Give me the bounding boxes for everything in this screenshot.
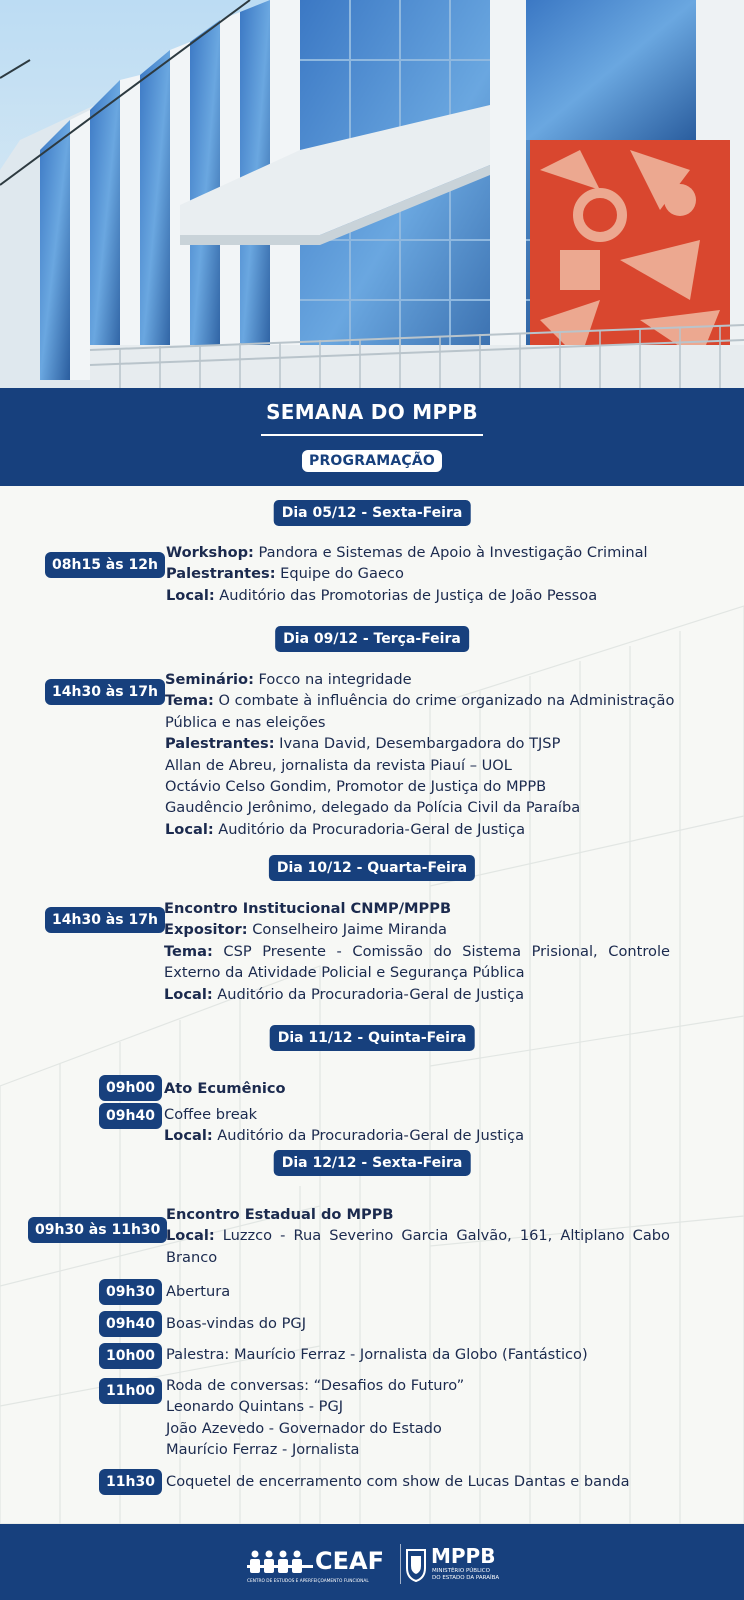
- event-palestra: Palestra: Maurício Ferraz - Jornalista da Globo (Fantástico): [166, 1346, 588, 1363]
- time-badge: 09h40: [99, 1311, 162, 1337]
- ceaf-subtitle: CENTRO DE ESTUDOS E APERFEIÇOAMENTO FUNCIONAL: [247, 1579, 369, 1584]
- event-line: Encontro Institucional CNMP/MPPB: [164, 900, 452, 917]
- title-underline: [261, 434, 483, 436]
- event-line: Gaudêncio Jerônimo, delegado da Polícia Civil da Paraíba: [165, 799, 581, 817]
- event-roda-de-conversas: [166, 1375, 666, 1461]
- event-ato-ecumenico: Ato Ecumênico: [164, 1080, 286, 1097]
- time-badge: 11h00: [99, 1378, 162, 1404]
- event-line: Local: Auditório das Promotorias de Justiça de João Pessoa: [166, 586, 598, 604]
- event-line: Palestrantes: Equipe do Gaeco: [166, 565, 404, 583]
- program-subtitle-badge: PROGRAMAÇÃO: [302, 450, 442, 472]
- event-line: Workshop: Pandora e Sistemas de Apoio à Investigação Criminal: [166, 544, 648, 561]
- event-line: Allan de Abreu, jornalista da revista Piauí – UOL: [165, 756, 512, 774]
- event-line: Encontro Estadual do MPPB: [166, 1206, 394, 1223]
- event-line: Local: Auditório da Procuradoria-Geral de Justiça: [164, 985, 525, 1003]
- event-coffee-break: [164, 1104, 664, 1147]
- time-badge: 10h00: [99, 1343, 162, 1369]
- hero-building-photo: [0, 0, 744, 388]
- event-line: Seminário: Focco na integridade: [165, 671, 412, 688]
- day-header-05-12: Dia 05/12 - Sexta-Feira: [274, 500, 471, 526]
- event-line: Coffee break: [164, 1106, 258, 1123]
- event-line: Expositor: Conselheiro Jaime Miranda: [164, 921, 447, 939]
- ceaf-wordmark: CEAF: [315, 1547, 384, 1575]
- mppb-wordmark: MPPB: [431, 1544, 496, 1568]
- event-line: Octávio Celso Gondim, Promotor de Justiça do MPPB: [165, 778, 547, 796]
- time-badge: 09h40: [99, 1103, 162, 1129]
- event-block-seminario: [165, 669, 675, 840]
- building-illustration: [0, 0, 744, 388]
- event-abertura: Abertura: [166, 1283, 231, 1300]
- event-line: Roda de conversas: “Desafios do Futuro”: [166, 1377, 465, 1394]
- mppb-subtitle-line1: MINISTÉRIO PÚBLICO: [432, 1568, 490, 1574]
- event-line: Maurício Ferraz - Jornalista: [166, 1441, 360, 1459]
- time-badge: 09h30 às 11h30: [28, 1217, 167, 1243]
- mppb-logo: [405, 1544, 505, 1588]
- event-line: Local: Luzzco - Rua Severino Garcia Galvão, 161, Altiplano Cabo Branco: [166, 1227, 670, 1266]
- program-header: [0, 388, 744, 486]
- time-badge: 09h00: [99, 1075, 162, 1101]
- mppb-subtitle-line2: DO ESTADO DA PARAÍBA: [432, 1575, 500, 1581]
- day-header-09-12: Dia 09/12 - Terça-Feira: [275, 626, 469, 652]
- event-line: João Azevedo - Governador do Estado: [166, 1419, 442, 1437]
- ceaf-people-icon: [247, 1549, 313, 1575]
- ceaf-logo: [247, 1547, 395, 1587]
- time-badge: 14h30 às 17h: [45, 907, 165, 933]
- footer-logos: [0, 1524, 744, 1600]
- logo-divider: [400, 1544, 401, 1584]
- time-badge: 11h30: [99, 1469, 162, 1495]
- event-line: Palestrantes: Ivana David, Desembargadora do TJSP: [165, 735, 561, 753]
- event-coquetel: Coquetel de encerramento com show de Lucas Dantas e banda: [166, 1473, 630, 1490]
- event-boas-vindas: Boas-vindas do PGJ: [166, 1315, 306, 1332]
- time-badge: 08h15 às 12h: [45, 552, 165, 578]
- event-encontro-estadual: [166, 1204, 670, 1268]
- event-line: Local: Auditório da Procuradoria-Geral de Justiça: [165, 820, 526, 838]
- mppb-crest-icon: [405, 1548, 427, 1582]
- time-badge: 09h30: [99, 1279, 162, 1305]
- day-header-12-12: Dia 12/12 - Sexta-Feira: [274, 1150, 471, 1176]
- event-line: Local: Auditório da Procuradoria-Geral de Justiça: [164, 1127, 525, 1145]
- event-line: Leonardo Quintans - PGJ: [166, 1398, 344, 1416]
- day-header-11-12: Dia 11/12 - Quinta-Feira: [270, 1025, 475, 1051]
- event-line: Tema: CSP Presente - Comissão do Sistema Prisional, Controle Externo da Atividade Policial e Segurança Pública: [164, 942, 670, 982]
- page-title: SEMANA DO MPPB: [266, 400, 478, 424]
- event-block-workshop: [166, 542, 686, 606]
- event-block-cnmp: [164, 898, 670, 1005]
- day-header-10-12: Dia 10/12 - Quarta-Feira: [269, 855, 475, 881]
- event-line: Tema: O combate à influência do crime organizado na Administração Pública e nas eleições: [165, 692, 675, 731]
- time-badge: 14h30 às 17h: [45, 679, 165, 705]
- schedule-content: [0, 486, 744, 1524]
